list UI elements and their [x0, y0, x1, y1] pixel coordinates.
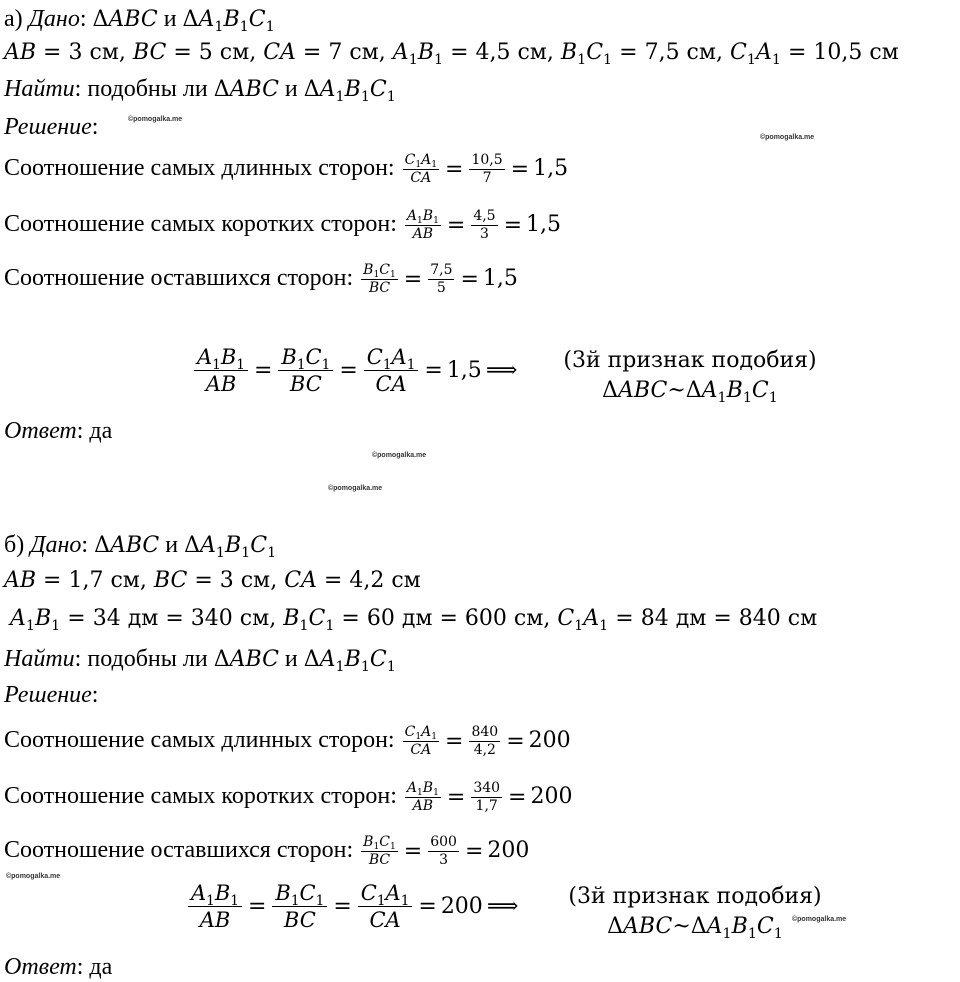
b-find-line: Найти: подобны ли ΔABC и $\Delta A_1B_1C_1$ — [4, 646, 396, 675]
a-conclusion: (3й признак подобия) $\Delta ABC\sim\Delta A_1B_1C_1$ — [563, 348, 817, 406]
b-lengths-line-1: AB = 1,7 см, BC = 3 см, CA = 4,2 см — [4, 568, 421, 593]
a-triangles-given: ΔABC — [92, 7, 158, 32]
b-find-label: Найти — [4, 646, 75, 672]
a-solution-label: Решение — [4, 114, 92, 140]
a-marker: а) — [4, 6, 23, 32]
a-lengths-line: AB = 3 см, BC = 5 см, CA = 7 см, $A_1B_1 = 4,5$ см, $B_1C_1 = 7,5$ см, $C_1A_1 = 10,5$ см — [4, 40, 899, 68]
b-given-label: Дано — [30, 532, 82, 558]
b-ratio-chain: $\frac{A_1B_1}{AB}$ = $\frac{B_1C_1}{BC}$ = $\frac{C_1A_1}{CA}$ = 200 ⟹ — [186, 880, 522, 933]
a-ratio-shortest: Соотношение самых коротких сторон: $\frac{A_1B_1}{AB}$ = $\frac{4,5}{3}$ = 1,5 — [4, 208, 562, 242]
b-ratio-shortest: Соотношение самых коротких сторон: $\frac{A_1B_1}{AB}$ = $\frac{340}{1,7}$ = 200 — [4, 780, 573, 814]
b-ratio-remaining: Соотношение оставшихся сторон: $\frac{B_1C_1}{BC}$ = $\frac{600}{3}$ = 200 — [4, 834, 530, 868]
b-answer-line: Ответ: да — [4, 954, 113, 980]
a-answer-label: Ответ — [4, 418, 77, 444]
b-solution-line: Решение: — [4, 682, 99, 708]
watermark: ©pomogalka.me — [6, 873, 61, 880]
b-marker: б) — [4, 532, 25, 558]
a-find-line: Найти: подобны ли ΔABC и $\Delta A_1B_1C_1$ — [4, 76, 396, 105]
a-given-label: Дано — [28, 6, 80, 32]
watermark: ©pomogalka.me — [792, 916, 847, 923]
a-ratio-longest: Соотношение самых длинных сторон: $\frac{C_1A_1}{CA}$ = $\frac{10,5}{7}$ = 1,5 — [4, 152, 569, 186]
b-given-line: б) Дано: ΔABC и $\Delta A_1B_1C_1$ — [4, 532, 277, 561]
b-answer-label: Ответ — [4, 954, 77, 980]
a-given-line: а) Дано: ΔABC и $\Delta A_1B_1C_1$ — [4, 6, 275, 35]
a-solution-line: Решение: — [4, 114, 99, 140]
b-conclusion: (3й признак подобия) $\Delta ABC\sim\Delta A_1B_1C_1$ — [568, 884, 822, 942]
b-ratio-longest: Соотношение самых длинных сторон: $\frac{C_1A_1}{CA}$ = $\frac{840}{4,2}$ = 200 — [4, 724, 571, 758]
a-find-label: Найти — [4, 76, 75, 102]
b-solution-label: Решение — [4, 682, 92, 708]
a-answer-line: Ответ: да — [4, 418, 113, 444]
watermark: ©pomogalka.me — [128, 116, 183, 123]
watermark: ©pomogalka.me — [372, 452, 427, 459]
a-ratio-remaining: Соотношение оставшихся сторон: $\frac{B_1C_1}{BC}$ = $\frac{7,5}{5}$ = 1,5 — [4, 262, 518, 296]
watermark: ©pomogalka.me — [328, 485, 383, 492]
b-lengths-line-2: $A_1B_1 = 34$ дм = 340 см, $B_1C_1 = 60$ дм = 600 см, $C_1A_1 = 84$ дм = 840 см — [10, 606, 818, 634]
a-ratio-chain: $\frac{A_1B_1}{AB}$ = $\frac{B_1C_1}{BC}$ = $\frac{C_1A_1}{CA}$ = 1,5 ⟹ — [192, 344, 521, 397]
watermark: ©pomogalka.me — [760, 134, 815, 141]
